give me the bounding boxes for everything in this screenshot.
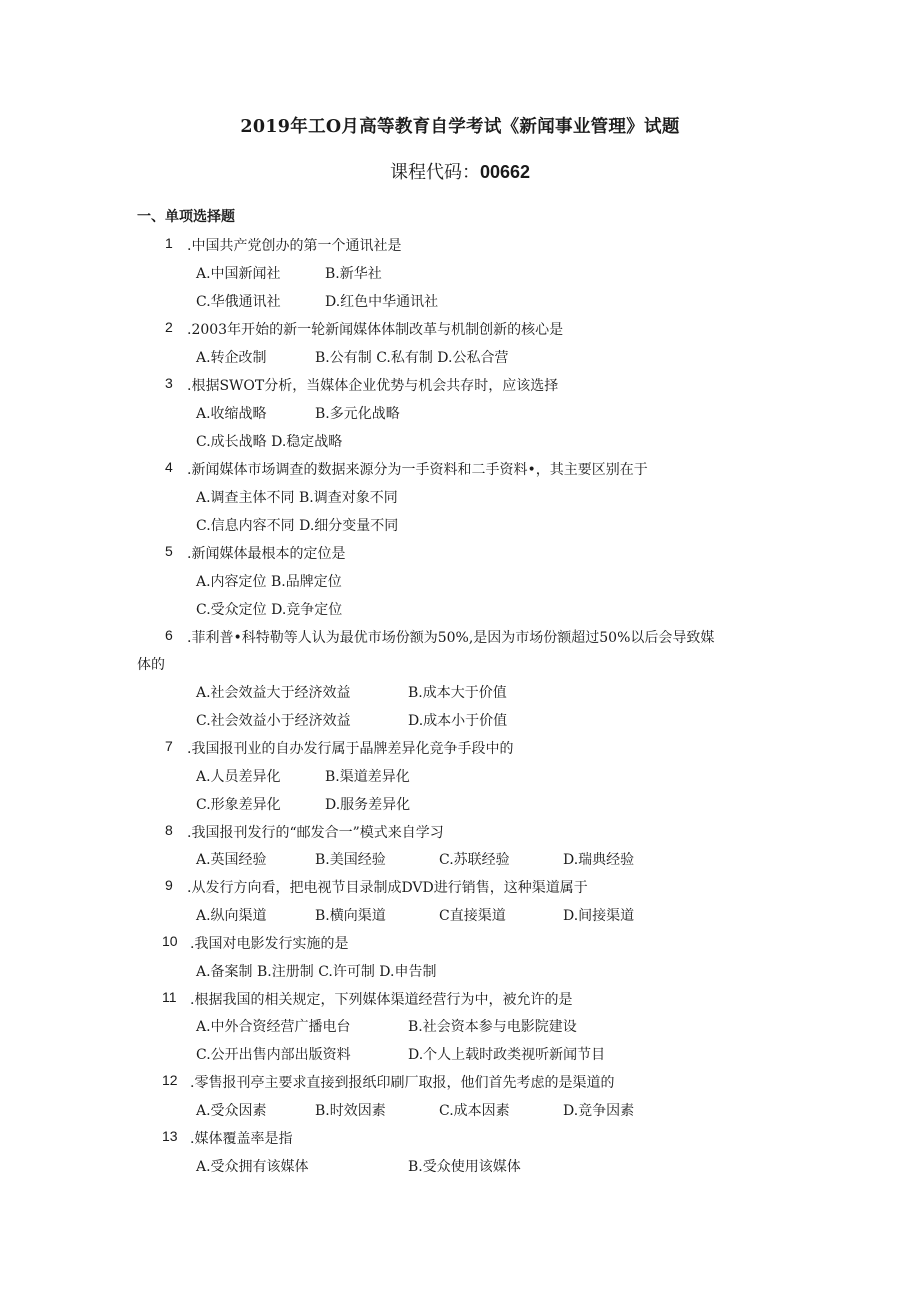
question-number: 9 [165, 877, 173, 893]
question-3 [165, 375, 559, 394]
option: A.人员差异化 [196, 769, 281, 785]
option: A.英国经验 [196, 852, 267, 868]
option: B.公有制 C.私有制 D.公私合营 [315, 350, 509, 366]
option: B.新华社 [325, 266, 382, 282]
question-number: 12 [162, 1072, 178, 1088]
question-6 [165, 627, 715, 646]
question-number: 5 [165, 543, 173, 559]
question-stem-continued: 体的 [137, 657, 165, 673]
section-title: 一、单项选择题 [137, 209, 235, 225]
question-number: 3 [165, 375, 173, 391]
option: C.受众定位 D.竞争定位 [196, 602, 343, 618]
option: C.苏联经验 [439, 852, 510, 868]
question-10 [162, 933, 349, 952]
question-stem: .新闻媒体市场调查的数据来源分为一手资料和二手资料•，其主要区别在于 [187, 462, 648, 478]
question-stem: .从发行方向看，把电视节目录制成DVD进行销售，这种渠道属于 [187, 880, 588, 896]
option: A.收缩战略 [196, 406, 267, 422]
question-number: 8 [165, 822, 173, 838]
option: B.美国经验 [315, 852, 386, 868]
question-number: 6 [165, 627, 173, 643]
course-code-line [0, 158, 920, 184]
option: A.调查主体不同 B.调查对象不同 [196, 490, 398, 506]
option: C直接渠道 [439, 908, 506, 924]
question-stem: .我国报刊发行的“邮发合一”模式来自学习 [187, 825, 444, 841]
question-stem: .我国对电影发行实施的是 [190, 936, 349, 952]
option: B.渠道差异化 [325, 769, 410, 785]
question-number: 13 [162, 1128, 178, 1144]
option: B.多元化战略 [315, 406, 400, 422]
course-code-label: 课程代码： [389, 162, 480, 183]
question-stem: .中国共产党创办的第一个通讯社是 [187, 238, 402, 254]
question-number: 1 [165, 235, 173, 251]
question-8 [165, 822, 444, 841]
question-number: 10 [162, 933, 178, 949]
option: D.间接渠道 [563, 908, 635, 924]
course-code: 00662 [479, 162, 531, 182]
question-7 [165, 738, 514, 757]
option: B.横向渠道 [315, 908, 386, 924]
question-11 [162, 989, 573, 1008]
option: B.时效因素 [315, 1103, 386, 1119]
option: C.信息内容不同 D.细分变量不同 [196, 518, 399, 534]
option: A.受众因素 [196, 1103, 267, 1119]
question-number: 11 [162, 989, 177, 1005]
option: A.受众拥有该媒体 [196, 1159, 309, 1175]
option: C.形象差异化 [196, 797, 281, 813]
question-stem: .菲利普•科特勒等人认为最优市场份额为50%,是因为市场份额超过50%以后会导致媒 [187, 630, 715, 646]
option: B.成本大于价值 [408, 685, 507, 701]
question-stem: .新闻媒体最根本的定位是 [187, 546, 346, 562]
option: C.华俄通讯社 [196, 294, 281, 310]
question-9 [165, 877, 588, 896]
option: C.社会效益小于经济效益 [196, 713, 351, 729]
question-stem: .根据我国的相关规定，下列媒体渠道经营行为中，被允许的是 [190, 992, 573, 1008]
question-5 [165, 543, 346, 562]
question-1 [165, 235, 402, 254]
question-12 [162, 1072, 615, 1091]
option: D.成本小于价值 [408, 713, 508, 729]
option: C.公开出售内部出版资料 [196, 1047, 351, 1063]
option: A.纵向渠道 [196, 908, 267, 924]
question-stem: .2003年开始的新一轮新闻媒体体制改革与机制创新的核心是 [187, 322, 564, 338]
option: D.个人上载时政类视听新闻节目 [408, 1047, 606, 1063]
option: A.备案制 B.注册制 C.许可制 D.申告制 [196, 964, 437, 980]
question-13 [162, 1128, 293, 1147]
question-2 [165, 319, 564, 338]
question-stem: .根据SWOT分析，当媒体企业优势与机会共存时，应该选择 [187, 378, 559, 394]
option: C.成本因素 [439, 1103, 510, 1119]
option: D.红色中华通讯社 [325, 294, 439, 310]
option: A.内容定位 B.品牌定位 [196, 574, 342, 590]
question-stem: .我国报刊业的自办发行属于晶牌差异化竞争手段中的 [187, 741, 514, 757]
option: D.服务差异化 [325, 797, 411, 813]
question-number: 7 [165, 738, 173, 754]
option: D.瑞典经验 [563, 852, 635, 868]
option: C.成长战略 D.稳定战略 [196, 434, 343, 450]
question-stem: .媒体覆盖率是指 [190, 1131, 293, 1147]
option: A.转企改制 [196, 350, 267, 366]
option: D.竞争因素 [563, 1103, 635, 1119]
question-stem: .零售报刊亭主要求直接到报纸印刷厂取报，他们首先考虑的是渠道的 [190, 1075, 615, 1091]
option: B.社会资本参与电影院建设 [408, 1019, 577, 1035]
option: A.中国新闻社 [196, 266, 281, 282]
question-number: 4 [165, 459, 173, 475]
exam-title: 2019年工O月高等教育自学考试《新闻事业管理》试题 [240, 117, 680, 137]
option: A.中外合资经营广播电台 [196, 1019, 351, 1035]
question-number: 2 [165, 319, 173, 335]
option: A.社会效益大于经济效益 [196, 685, 351, 701]
option: B.受众使用该媒体 [408, 1159, 521, 1175]
question-4 [165, 459, 648, 478]
